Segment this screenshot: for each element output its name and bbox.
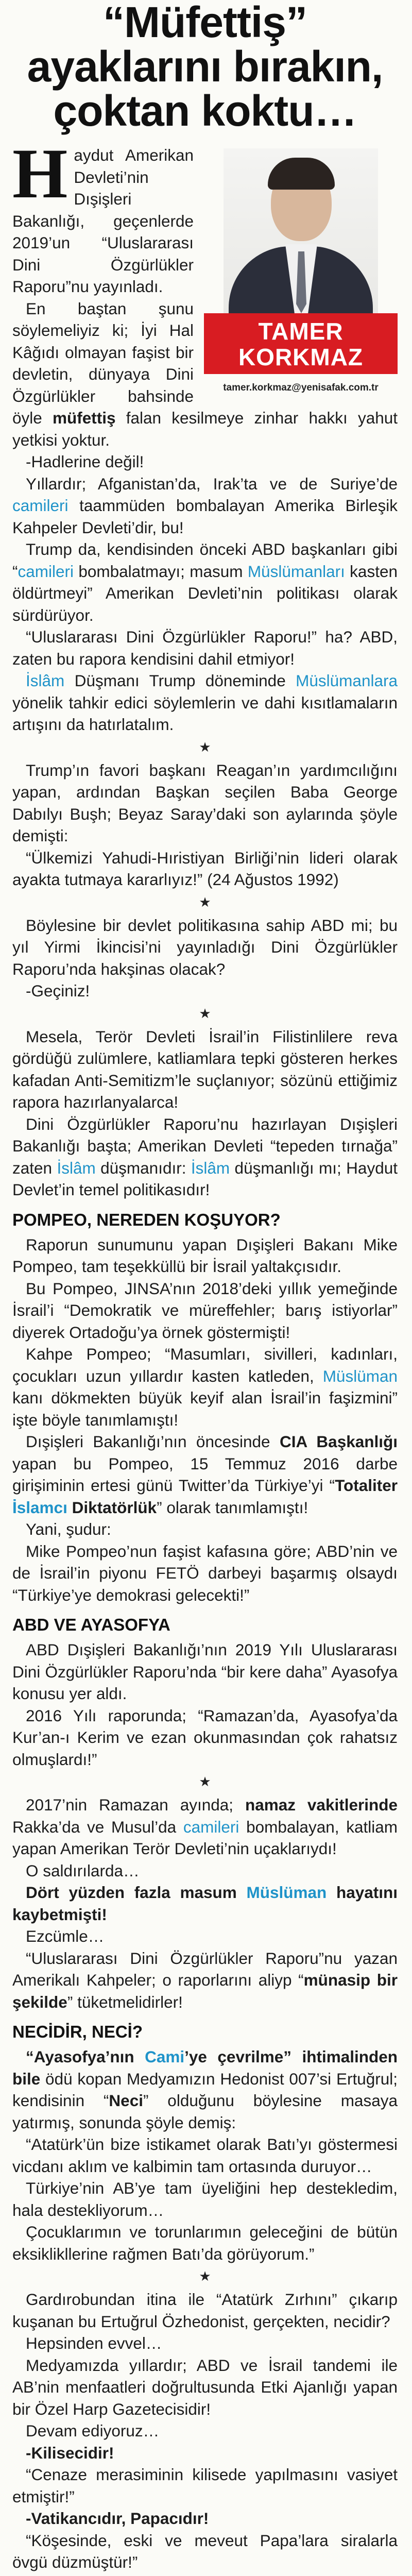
headline-line: ayaklarını bırakın, xyxy=(27,42,383,91)
section-ayasofya-cont xyxy=(12,1794,398,2013)
paragraph: İslâm Düşmanı Trump döneminde Müslümanlara yönelik tahkir edici söylemlerin ve dahi kısıtlamaların artışını da hatırlatalım. xyxy=(12,671,398,734)
paragraph: “Ülkemizi Yahudi-Hıristiyan Birliği’nin lideri olarak ayakta tutmaya kararlıyız!” (24 Ağustos 1992) xyxy=(12,848,398,889)
paragraph: Ezcümle… xyxy=(26,1927,105,1945)
section-pompeo xyxy=(12,1234,398,1606)
paragraph: “Cenaze merasiminin kilisede yapılmasını vasiyet etmiştir!” xyxy=(12,2465,398,2506)
paragraph: Raporun sunumunu yapan Dışişleri Bakanı Mike Pompeo, tam teşekküllü bir İsrail yaltakçısıdır. xyxy=(12,1235,398,1276)
paragraph: “Atatürk’ün bize istikamet olarak Batı’yı göstermesi vicdanı aklım ve kalbimin tam ortasında duruyor… xyxy=(12,2135,398,2176)
paragraph: Devam ediyoruz… xyxy=(26,2421,160,2440)
drop-cap: H xyxy=(12,134,68,213)
section-ayasofya xyxy=(12,1639,398,1770)
paragraph: O saldırılarda… xyxy=(26,1861,140,1880)
subheading-ayasofya: ABD VE AYASOFYA xyxy=(12,1615,170,1634)
paragraph: Mike Pompeo’nun faşist kafasına göre; ABD’nin ve de İsrail’in piyonu FETÖ darbeyi başarmış olsaydı “Türkiye’ye demokrasi gelecekti!” xyxy=(12,1541,398,1604)
paragraph: Trump’ın favori başkanı Reagan’ın yardımcılığını yapan, ardından Başkan seçilen Baba George Dabılyı Buşh; Beyaz Saray’daki son aylarında şöyle demişti: xyxy=(12,760,398,845)
paragraph: Hepsinden evvel… xyxy=(26,2334,162,2352)
section-neci xyxy=(12,2046,398,2265)
paragraph: Türkiye’nin AB’ye tam üyeliğini hep destekledim, hala destekliyorum… xyxy=(12,2179,398,2219)
section-separator-star: ★ xyxy=(199,894,211,910)
headline-line: çoktan koktu… xyxy=(53,87,357,135)
paragraph: Çocuklarımın ve torunlarımın geleceğini de bütün eksiklikllerine rağmen Batı’da görüyorum.” xyxy=(12,2223,398,2263)
author-box xyxy=(204,148,398,399)
paragraph: -Hadlerine değil! xyxy=(26,452,144,471)
section-bush xyxy=(12,759,398,891)
paragraph: Trump da, kendisinden önceki ABD başkanları gibi “camileri bombalatmayı; masum Müslümanları kasten öldürtmeyi” Amerikan Devleti’nin politikası olarak sürdürüyor. xyxy=(12,540,398,624)
paragraph: 2016 Yılı raporunda; “Ramazan’da, Ayasofya’da Kur’an-ı Kerim ve ezan okunmasından çok rahatsız olmuşlardı!” xyxy=(12,1706,398,1769)
author-last-name: KORKMAZ xyxy=(238,344,364,370)
paragraph: “Köşesinde, eski ve meveut Papa’lara siralarla övgü düzmüştür!” xyxy=(12,2531,398,2571)
paragraph: Yıllardır; Afganistan’da, Irak’ta ve de Suriye’de camileri taammüden bombalayan Amerika Birleşik Kahpeler Devleti’dir, bu! xyxy=(12,474,398,537)
paragraph: “Uluslararası Dini Özgürlükler Raporu!” ha? ABD, zaten bu rapora kendisini dahil etmiyor! xyxy=(12,628,398,668)
lead-paragraph: Haydut Amerikan Devleti’nin Dışişleri Bakanlığı, geçenlerde 2019’un “Uluslararası Dini Özgürlükler Raporu”nu yayınladı. xyxy=(12,134,194,296)
section-separator-star: ★ xyxy=(199,1774,211,1789)
paragraph: Dört yüzden fazla masum Müslüman hayatını kaybetmişti! xyxy=(12,1883,398,1924)
paragraph: Dışişleri Bakanlığı’nın öncesinde CIA Başkanlığı yapan bu Pompeo, 15 Temmuz 2016 darbe girişiminin ertesi günü Twitter’da Türkiye’yi “Totaliter İslamcı Diktatörlük” olarak tanımlamıştı! xyxy=(12,1432,398,1517)
author-photo xyxy=(224,148,378,313)
paragraph: -Geçiniz! xyxy=(26,981,90,1000)
paragraph: “Ayasofya’nın Cami’ye çevrilme” ihtimalinden bile ödü kopan Medyamızın Hedonist 007’si Ertuğrul; kendisinin “Neci” olduğunu böylesine masaya yatırmış, sonunda şöyle demiş: xyxy=(12,2047,398,2132)
subheading-pompeo: POMPEO, NEREDEN KOŞUYOR? xyxy=(12,1210,281,1229)
article-lead xyxy=(12,134,398,736)
author-name-banner xyxy=(204,313,398,374)
paragraph: -Kilisecidir! xyxy=(26,2443,114,2462)
article-headline xyxy=(12,0,398,133)
paragraph: Mesela, Terör Devleti İsrail’in Filistinlilere reva gördüğü zulümlere, katliamlara tepki gösteren herkes kafadan Anti-Semitizm’le suçlanıyor; sözünü ettiğimiz rapora hazırlanyalarca! xyxy=(12,1027,398,1111)
section-bush-cont xyxy=(12,914,398,1002)
subheading-neci: NECİDİR, NECİ? xyxy=(12,2022,143,2041)
paragraph: Dini Özgürlükler Raporu’nu hazırlayan Dışişleri Bakanlığı başta; Amerikan Devleti “tepeden tırnağa” zaten İslâm düşmanıdır: İslâm düşmanlığı mı; Haydut Devlet’in temel politikasıdır! xyxy=(12,1114,398,1199)
section-separator-star: ★ xyxy=(199,1005,211,1021)
paragraph: Kahpe Pompeo; “Masumları, sivilleri, kadınları, çocukları uzun yıllardır kasten katleden, Müslüman kanı dökmekten büyük keyif alan İsrail’in faşizmini” işte böyle tanımlamıştı! xyxy=(12,1345,398,1429)
author-email[interactable]: tamer.korkmaz@yenisafak.com.tr xyxy=(223,382,379,393)
section-neci-cont xyxy=(12,2289,398,2573)
paragraph: Yani, şudur: xyxy=(26,1520,111,1538)
paragraph: “Uluslararası Dini Özgürlükler Raporu”nu yazan Amerikalı Kahpeler; o raporlarını aliyp “münasip bir şekilde” tüketmelidirler! xyxy=(12,1948,398,2011)
section-israel xyxy=(12,1026,398,1201)
section-separator-star: ★ xyxy=(199,2268,211,2284)
paragraph: Medyamızda yıllardır; ABD ve İsrail tandemi ile AB’nin menfaatleri doğrultusunda Etki Ajanlığı yapan bir Özel Harp Gazetecisidir! xyxy=(12,2355,398,2418)
paragraph: En baştan şunu söylemeliyiz ki; İyi Hal Kâğıdı olmayan faşist bir devletin, dünyaya Dini Özgürlükler bahsinde öyle müfettiş falan kesilmeye zinhar hakkı yahut yetkisi yoktur. xyxy=(12,299,398,449)
paragraph: Bu Pompeo, JINSA’nın 2018’deki yıllık yemeğinde İsrail’i “Demokratik ve müreffehler; barış istiyorlar” diyerek Ortadoğu’ya örnek göstermişti! xyxy=(12,1279,398,1342)
section-separator-star: ★ xyxy=(199,739,211,755)
headline-line: “Müfettiş” xyxy=(103,0,307,46)
paragraph: -Vatikancıdır, Papacıdır! xyxy=(26,2509,209,2528)
paragraph: 2017’nin Ramazan ayında; namaz vakitlerinde Rakka’da ve Musul’da camileri bombalayan, katliam yapan Amerikan Terör Devleti’nin uçaklarıydı! xyxy=(12,1795,398,1858)
paragraph: ABD Dışişleri Bakanlığı’nın 2019 Yılı Uluslararası Dini Özgürlükler Raporu’nda “bir kere daha” Ayasofya konusu yer aldı. xyxy=(12,1640,398,1703)
author-first-name: TAMER xyxy=(258,318,344,345)
paragraph: Gardırobundan itina ile “Atatürk Zırhını” çıkarıp kuşanan bu Ertuğrul Özhedonist, gerçekten, necidir? xyxy=(12,2290,398,2331)
paragraph: Böylesine bir devlet politikasına sahip ABD mi; bu yıl Yirmi İkincisi’ni yayınladığı Dini Özgürlükler Raporu’nda hakşinas olacak? xyxy=(12,916,398,978)
